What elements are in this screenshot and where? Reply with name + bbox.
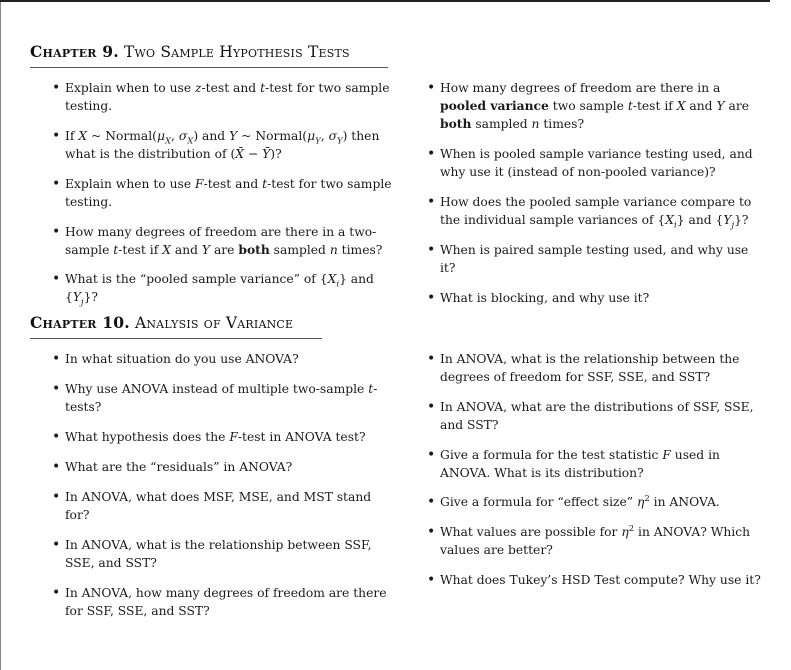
question-item: [54, 458, 392, 476]
question-text: } and {: [676, 213, 724, 227]
question-text: In what situation do you use ANOVA?: [65, 352, 299, 366]
question-text: times?: [539, 117, 585, 131]
question-text: What hypothesis does the: [65, 430, 230, 444]
question-text: X: [327, 272, 337, 286]
question-text: In ANOVA, what are the distributions of SSF, SSE, and SST?: [440, 400, 754, 432]
question-text: What is the “pooled sample variance” of {: [65, 272, 328, 286]
question-text: -test for two sample testing.: [65, 81, 390, 113]
question-text: t: [262, 177, 268, 191]
question-text: pooled variance: [440, 98, 549, 113]
question-text: -test and: [201, 81, 261, 95]
question-text: )?: [270, 147, 282, 161]
question-text: times?: [337, 243, 383, 257]
question-text: X̄: [235, 147, 245, 161]
question-text: η: [621, 525, 629, 539]
question-text: both: [440, 116, 472, 131]
question-text: ) then what is the distribution of (: [65, 129, 380, 161]
question-text: ,: [171, 129, 179, 143]
question-text: How many degrees of freedom are there in a two-sample: [65, 225, 377, 257]
question-text: Explain when to use: [65, 81, 196, 95]
chapter-10-right-questions: [429, 350, 767, 589]
question-text: What values are possible for: [440, 525, 622, 539]
question-text: and: [170, 243, 202, 257]
question-text: two sample: [548, 99, 628, 113]
question-text: -test if: [632, 99, 677, 113]
question-item: [429, 398, 767, 434]
question-item: [54, 223, 392, 259]
question-text: Y: [315, 136, 321, 147]
question-text: } and {: [65, 272, 374, 304]
question-text: -test and: [203, 177, 263, 191]
question-item: [429, 350, 767, 386]
question-text: σ: [178, 129, 188, 143]
question-text: -test if: [118, 243, 163, 257]
question-item: [429, 79, 767, 133]
question-text: F: [195, 177, 204, 191]
question-text: are: [210, 243, 239, 257]
question-item: [429, 193, 767, 229]
question-item: [429, 523, 767, 559]
question-item: [54, 488, 392, 524]
chapter-10-heading: [30, 313, 322, 339]
question-text: X: [164, 136, 172, 147]
question-text: and: [685, 99, 717, 113]
question-text: ) and: [193, 129, 230, 143]
chapter-9-heading: [30, 42, 388, 68]
chapter-9-right-questions: [429, 79, 767, 307]
question-text: In ANOVA, what does MSF, MSE, and MST stand for?: [65, 490, 372, 522]
question-text: t: [368, 382, 374, 396]
question-text: In ANOVA, how many degrees of freedom are there for SSF, SSE, and SST?: [65, 586, 387, 618]
question-text: are: [724, 99, 749, 113]
question-text: When is paired sample testing used, and why use it?: [440, 243, 749, 275]
question-text: X: [78, 129, 88, 143]
question-item: [54, 175, 392, 211]
question-text: -test in ANOVA test?: [237, 430, 366, 444]
question-text: Y: [201, 243, 211, 257]
question-item: [429, 493, 767, 511]
question-text: j: [731, 220, 735, 231]
question-item: [429, 571, 767, 589]
question-text: }?: [83, 290, 99, 304]
question-item: [54, 428, 392, 446]
question-text: σ: [328, 129, 337, 143]
question-text: If: [65, 129, 79, 143]
question-text: sampled: [269, 243, 330, 257]
chapter-10-left-questions: [54, 350, 392, 620]
question-text: z: [195, 81, 202, 95]
question-text: both: [238, 242, 270, 257]
question-text: In ANOVA, what is the relationship between the degrees of freedom for SSF, SSE, and SST?: [440, 352, 740, 384]
chapter-10-number: Chapter 10.: [30, 313, 130, 332]
question-item: [54, 536, 392, 572]
question-text: 2: [628, 523, 635, 534]
question-text: Ȳ: [262, 147, 271, 161]
question-text: μ: [307, 129, 316, 143]
question-text: μ: [156, 129, 165, 143]
chapter-9-title: Two Sample Hypothesis Tests: [123, 43, 350, 61]
question-text: Explain when to use: [65, 177, 196, 191]
question-text: Y: [72, 290, 81, 304]
question-text: 2: [644, 493, 650, 504]
question-text: Give a formula for “effect size”: [440, 495, 637, 509]
question-text: ~ Normal(: [87, 129, 157, 143]
question-text: -test for two sample testing.: [65, 177, 392, 209]
question-text: n: [329, 243, 338, 257]
top-rule: [0, 0, 770, 2]
question-text: X: [665, 213, 675, 227]
question-text: n: [531, 117, 540, 131]
question-item: [429, 241, 767, 277]
question-text: t: [260, 81, 266, 95]
question-text: Y: [723, 213, 732, 227]
question-text: F: [229, 430, 238, 444]
question-text: Y: [229, 129, 238, 143]
question-item: [54, 270, 392, 306]
question-text: Y: [336, 136, 343, 147]
question-text: Y: [716, 99, 725, 113]
question-item: [429, 145, 767, 181]
question-text: How does the pooled sample variance compare to the individual sample variances of {: [440, 195, 752, 227]
question-item: [54, 380, 392, 416]
question-text: −: [244, 147, 263, 161]
question-text: i: [674, 220, 677, 231]
question-item: [54, 79, 392, 115]
question-text: used in ANOVA. What is its distribution?: [440, 448, 720, 480]
question-text: Why use ANOVA instead of multiple two-sample: [65, 382, 369, 396]
question-text: X: [162, 243, 171, 257]
question-text: In ANOVA, what is the relationship between SSF, SSE, and SST?: [65, 538, 372, 570]
question-text: X: [187, 136, 194, 147]
question-text: What does Tukey’s HSD Test compute? Why use it?: [440, 573, 761, 587]
question-text: t: [627, 99, 633, 113]
question-item: [54, 584, 392, 620]
question-text: η: [636, 495, 645, 509]
question-text: ~ Normal(: [237, 129, 308, 143]
question-item: [54, 127, 392, 163]
question-text: How many degrees of freedom are there in a: [440, 81, 721, 95]
chapter-10-title: Analysis of Variance: [134, 314, 294, 332]
question-text: }?: [734, 213, 749, 227]
question-text: ,: [320, 129, 329, 143]
question-text: sampled: [471, 117, 532, 131]
question-text: When is pooled sample variance testing used, and why use it (instead of non-pooled variance)?: [440, 147, 753, 179]
question-text: i: [336, 279, 340, 290]
question-text: t: [113, 243, 119, 257]
question-item: [429, 289, 767, 307]
question-item: [429, 446, 767, 482]
question-text: X: [676, 99, 686, 113]
question-text: in ANOVA.: [649, 495, 720, 509]
question-text: What is blocking, and why use it?: [440, 291, 650, 305]
chapter-9-left-questions: [54, 79, 392, 306]
question-item: [54, 350, 392, 368]
chapter-9-number: Chapter 9.: [30, 42, 119, 61]
question-text: j: [80, 297, 84, 308]
question-text: -tests?: [65, 382, 378, 414]
question-text: F: [662, 448, 671, 462]
question-text: in ANOVA? Which values are better?: [440, 525, 751, 557]
question-text: What are the “residuals” in ANOVA?: [65, 460, 293, 474]
question-text: Give a formula for the test statistic: [440, 448, 663, 462]
